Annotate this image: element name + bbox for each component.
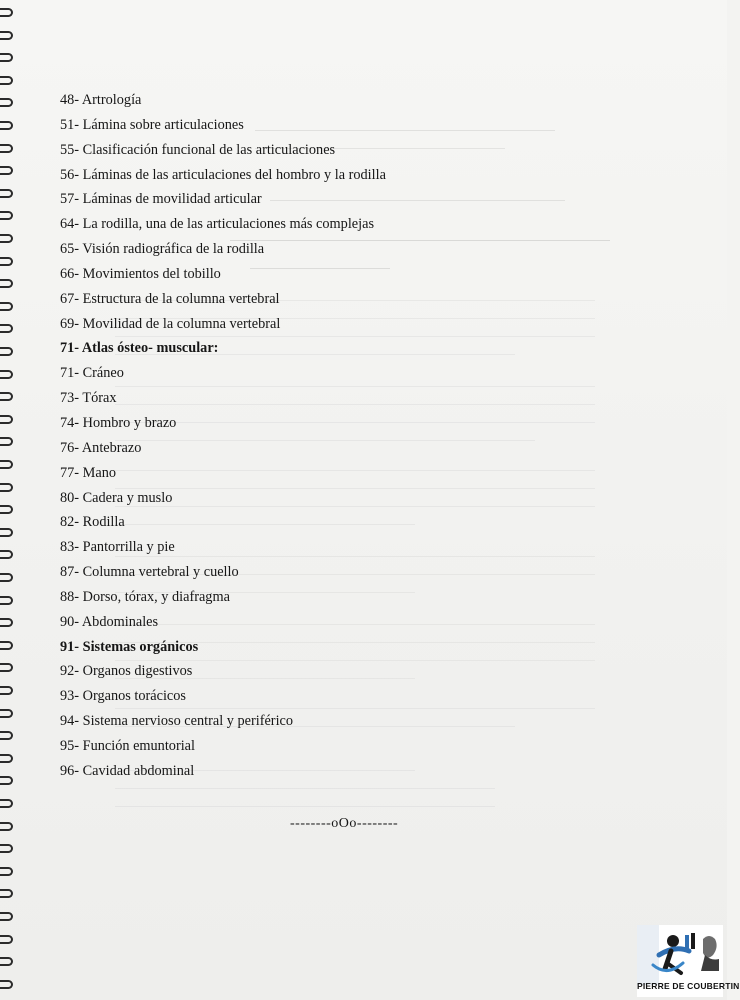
pierre-de-coubertin-logo (637, 925, 740, 997)
binding-coil (0, 935, 13, 944)
binding-coil (0, 144, 13, 153)
binding-coil (0, 234, 13, 243)
binding-coil (0, 641, 13, 650)
binding-coil (0, 121, 13, 130)
toc-entry: 92- Organos digestivos (60, 663, 193, 680)
toc-entry: 87- Columna vertebral y cuello (60, 564, 239, 581)
binding-coil (0, 867, 13, 876)
binding-coil (0, 257, 13, 266)
toc-entry: 67- Estructura de la columna vertebral (60, 290, 280, 307)
toc-entry: 71- Atlas ósteo- muscular: (60, 340, 219, 357)
toc-entry: 55- Clasificación funcional de las articulaciones (60, 141, 336, 158)
end-separator: --------oOo-------- (290, 816, 399, 831)
binding-coil (0, 166, 13, 175)
toc-entry: 95- Función emuntorial (60, 737, 196, 754)
binding-coil (0, 437, 13, 446)
logo-text: PIERRE DE COUBERTIN (637, 981, 740, 991)
binding-coil (0, 822, 13, 831)
binding-coil (0, 279, 13, 288)
toc-entry: 80- Cadera y muslo (60, 489, 173, 506)
binding-coil (0, 528, 13, 537)
binding-coil (0, 889, 13, 898)
toc-entry: 82- Rodilla (60, 514, 125, 531)
binding-coil (0, 302, 13, 311)
binding-coil (0, 505, 13, 514)
binding-coil (0, 731, 13, 740)
binding-coil (0, 980, 13, 989)
binding-coil (0, 189, 13, 198)
toc-entry: 48- Artrología (60, 92, 142, 108)
binding-coil (0, 663, 13, 672)
binding-coil (0, 8, 13, 17)
binding-coil (0, 460, 13, 469)
toc-entry: 83- Pantorrilla y pie (60, 539, 175, 556)
binding-coil (0, 844, 13, 853)
toc-entry: 56- Láminas de las articulaciones del hombro y la rodilla (60, 166, 386, 183)
toc-entry: 76- Antebrazo (60, 439, 142, 456)
binding-coil (0, 686, 13, 695)
runner-emblem-icon (637, 925, 723, 985)
binding-coil (0, 76, 13, 85)
binding-coil (0, 573, 13, 582)
table-of-contents (60, 88, 386, 784)
toc-entry: 66- Movimientos del tobillo (60, 265, 221, 282)
toc-entry: 77- Mano (60, 464, 116, 481)
toc-entry: 65- Visión radiográfica de la rodilla (60, 241, 265, 258)
toc-entry: 57- Láminas de movilidad articular (60, 191, 262, 208)
toc-entry: 71- Cráneo (60, 365, 124, 382)
binding-coil (0, 392, 13, 401)
toc-entry: 51- Lámina sobre articulaciones (60, 116, 244, 133)
toc-entry: 91- Sistemas orgánicos (60, 638, 199, 655)
binding-coil (0, 754, 13, 763)
toc-entry: 94- Sistema nervioso central y periférico (60, 713, 294, 730)
binding-coil (0, 347, 13, 356)
binding-coil (0, 618, 13, 627)
binding-coil (0, 596, 13, 605)
toc-entry: 96- Cavidad abdominal (60, 762, 195, 779)
binding-coil (0, 324, 13, 333)
toc-entry: 73- Tórax (60, 390, 117, 407)
toc-entry: 64- La rodilla, una de las articulaciones más complejas (60, 216, 375, 233)
spiral-binding (0, 0, 16, 1000)
toc-entry: 90- Abdominales (60, 613, 159, 630)
binding-coil (0, 483, 13, 492)
binding-coil (0, 98, 13, 107)
toc-entry: 88- Dorso, tórax, y diafragma (60, 588, 230, 605)
toc-entry: 74- Hombro y brazo (60, 414, 177, 431)
binding-coil (0, 370, 13, 379)
toc-entry: 93- Organos torácicos (60, 688, 186, 705)
binding-coil (0, 957, 13, 966)
binding-coil (0, 550, 13, 559)
binding-coil (0, 31, 13, 40)
binding-coil (0, 912, 13, 921)
binding-coil (0, 709, 13, 718)
binding-coil (0, 211, 13, 220)
binding-coil (0, 415, 13, 424)
binding-coil (0, 799, 13, 808)
toc-entry: 69- Movilidad de la columna vertebral (60, 315, 281, 332)
binding-coil (0, 53, 13, 62)
binding-coil (0, 776, 13, 785)
